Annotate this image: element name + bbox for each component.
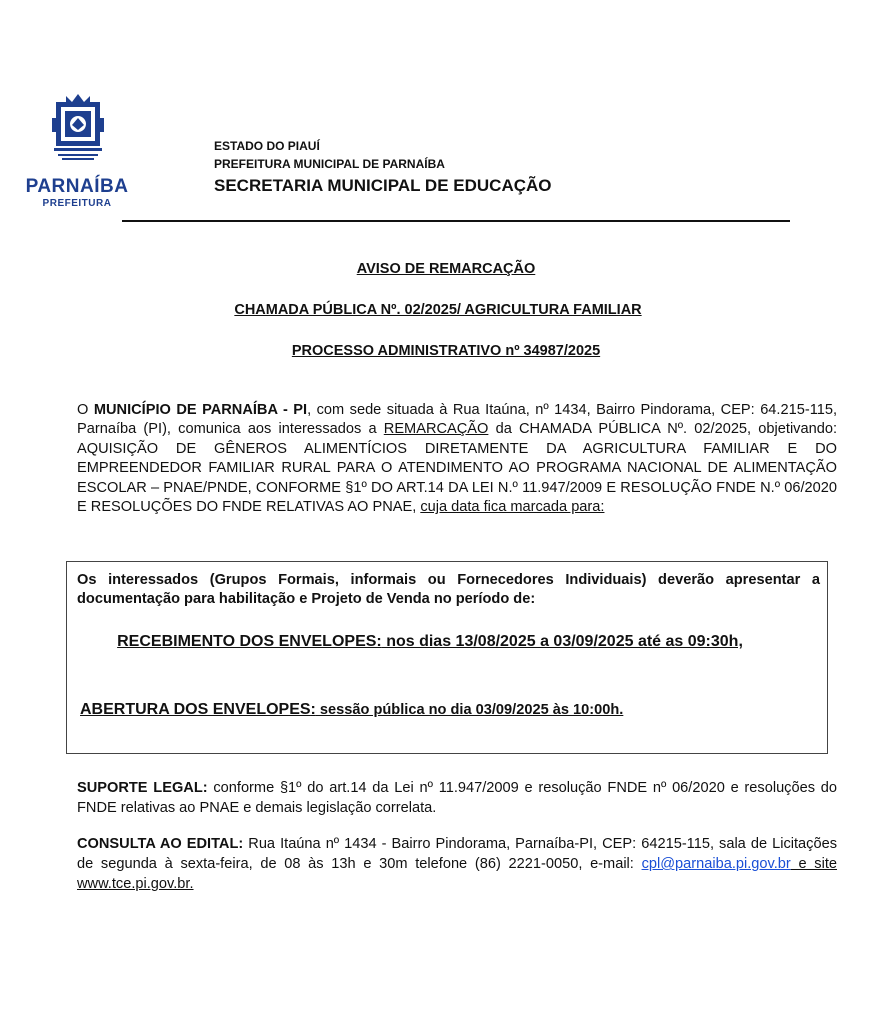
suporte-label: SUPORTE LEGAL: (77, 780, 208, 796)
consulta-text: Rua Itaúna nº 1434 - Bairro Pindorama, Parnaíba-PI, CEP: 64215-115, sala de Licitações de segunda à sexta-feira, de 08 às 13h e 30m telefone (86) 2221-0050, e-mail: (77, 836, 837, 872)
title-aviso: AVISO DE REMARCAÇÃO (356, 261, 536, 277)
suporte-legal (77, 778, 837, 818)
email-link[interactable]: cpl@parnaiba.pi.gov.br (641, 856, 791, 872)
cuja-data-text: cuja data fica marcada para: (420, 499, 605, 516)
municipal-coat-of-arms-icon (52, 92, 104, 162)
abertura-line (80, 701, 800, 719)
title-chamada: CHAMADA PÚBLICA Nº. 02/2025/ AGRICULTURA FAMILIAR (234, 302, 642, 318)
interessados-text: Os interessados (Grupos Formais, informais ou Fornecedores Individuais) deverão apresentar a documentação para habilitação e Projeto de Venda no período de: (77, 572, 820, 608)
intro-text-2: da CHAMADA PÚBLICA Nº. 02/2025, objetivando: AQUISIÇÃO DE GÊNEROS ALIMENTÍCIOS DIRETAMENTE DA AGRICULTURA FAMILIAR E DO EMPREENDEDOR FAMILIAR RURAL PARA O ATENDIMENTO AO PROGRAMA NACIONAL DE ALIMENTAÇÃO ESCOLAR – PNAE/PNDE, CONFORME §1º DO ART.14 DA LEI N.º 11.947/2009 E RESOLUÇÃO FNDE N.º 06/2020 E RESOLUÇÕES DO FNDE RELATIVAS AO PNAE, (77, 421, 837, 516)
abertura-label: ABERTURA DOS ENVELOPES (80, 701, 311, 718)
remarcacao-word: REMARCAÇÃO (383, 421, 489, 438)
intro-paragraph (77, 401, 837, 517)
header-secretaria: SECRETARIA MUNICIPAL DE EDUCAÇÃO (214, 176, 552, 195)
header-state: ESTADO DO PIAUÍ (214, 139, 320, 153)
parnaiba-logo (18, 92, 136, 214)
recebimento-value: nos dias 13/08/2025 a 03/09/2025 até as 09:30h, (381, 633, 743, 650)
consulta-edital (77, 834, 837, 894)
abertura-colon: : (310, 701, 316, 718)
recebimento-label: RECEBIMENTO DOS ENVELOPES: (117, 633, 382, 650)
header-prefeitura: PREFEITURA MUNICIPAL DE PARNAÍBA (214, 157, 445, 171)
suporte-text: conforme §1º do art.14 da Lei nº 11.947/2009 e resolução FNDE nº 06/2020 e resoluções do FNDE relativas ao PNAE e demais legislação correlata. (77, 780, 837, 816)
abertura-value: sessão pública no dia 03/09/2025 às 10:00h. (315, 702, 624, 718)
intro-text-1: , com sede situada à Rua Itaúna, nº 1434, Bairro Pindorama, CEP: 64.215-115, Parnaíba (PI), comunica aos interessados a (77, 402, 838, 438)
municipio-name: MUNICÍPIO DE PARNAÍBA - PI (93, 402, 308, 418)
header-divider (122, 220, 790, 222)
consulta-label: CONSULTA AO EDITAL: (77, 836, 244, 852)
logo-wordmark: PARNAÍBA (25, 176, 129, 197)
logo-subtitle: PREFEITURA (42, 198, 112, 209)
title-processo: PROCESSO ADMINISTRATIVO nº 34987/2025 (291, 343, 601, 359)
site-text: e site www.tce.pi.gov.br. (77, 856, 838, 892)
intro-prefix: O (77, 402, 94, 418)
recebimento-line (84, 632, 776, 652)
